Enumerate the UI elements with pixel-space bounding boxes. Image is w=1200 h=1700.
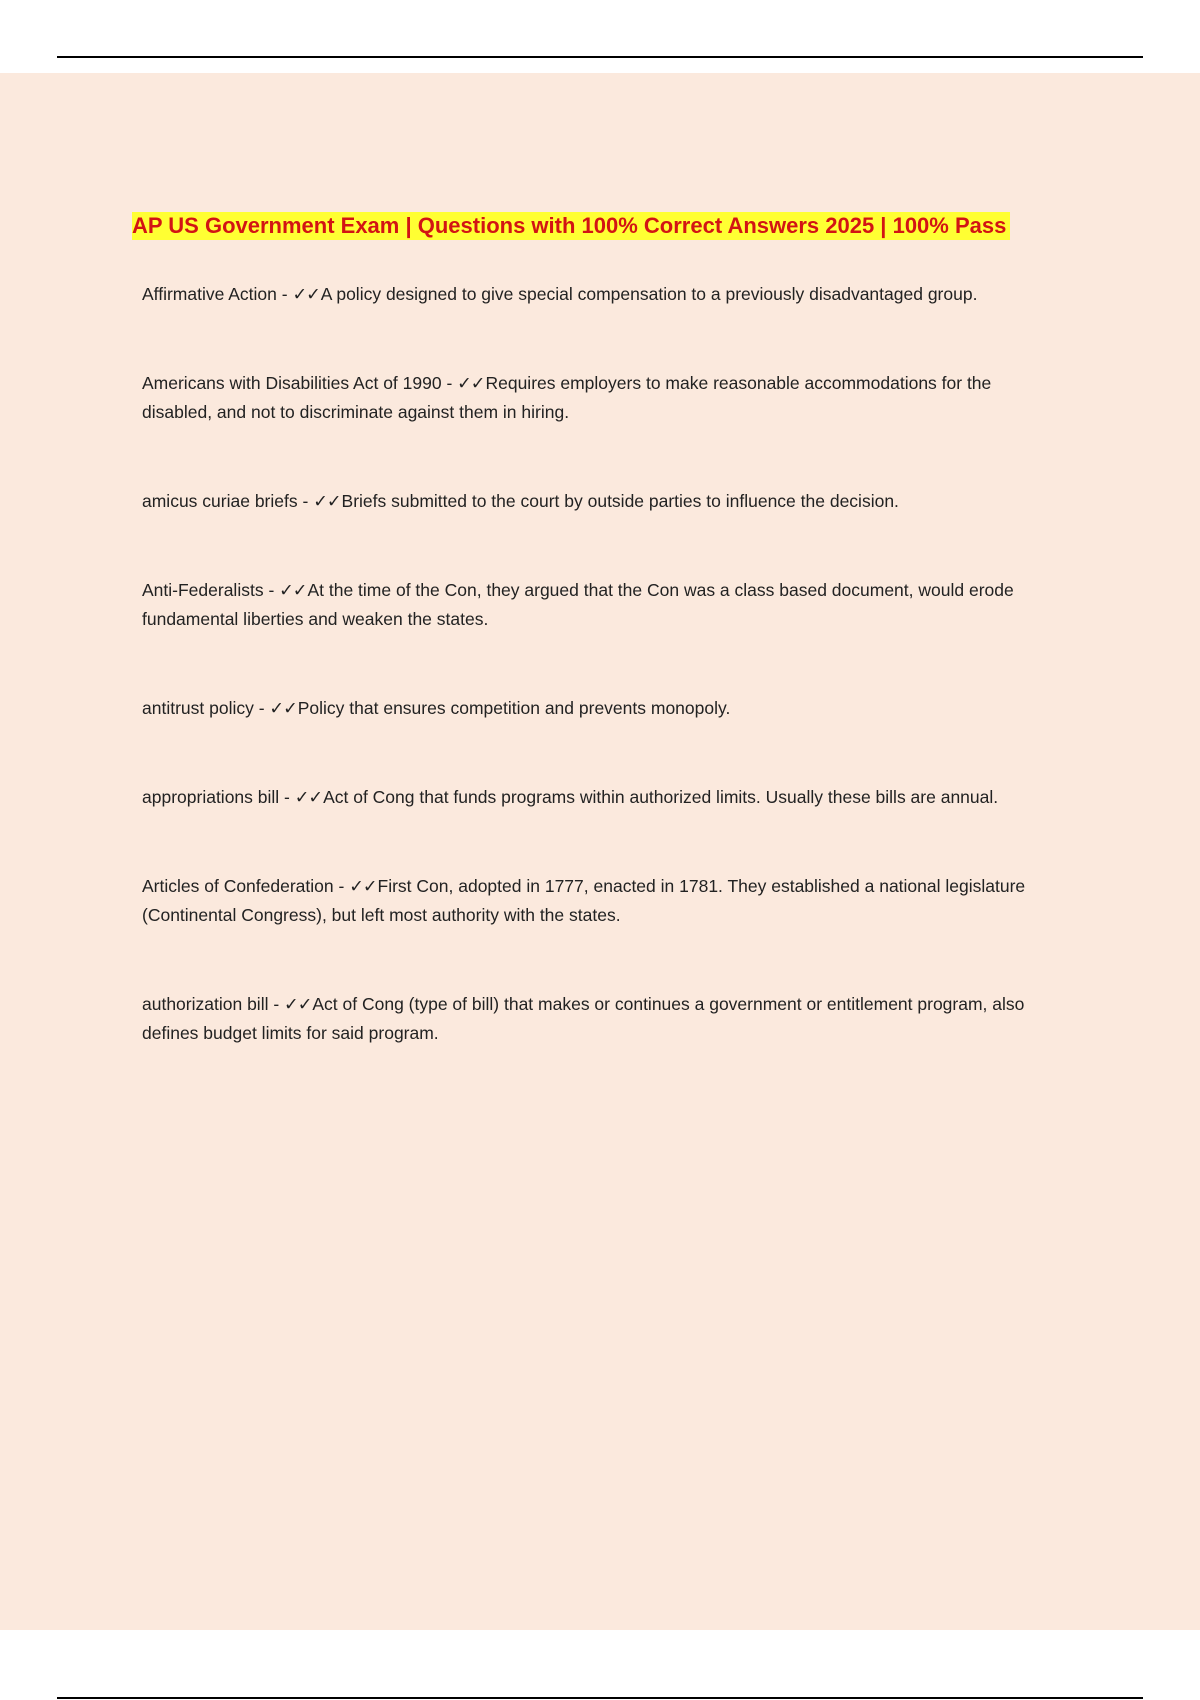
check-mark-icon: ✓✓ xyxy=(284,994,312,1014)
term-definition: Act of Cong (type of bill) that makes or continues a government or entitlement program, also defines budget limits for said program. xyxy=(142,994,1025,1043)
term-definition: Requires employers to make reasonable accommodations for the disabled, and not to discriminate against them in hiring. xyxy=(142,373,992,422)
check-mark-icon: ✓✓ xyxy=(292,284,320,304)
term-list xyxy=(132,280,1062,1048)
term-entry xyxy=(142,872,1062,930)
document-content xyxy=(132,209,1062,1048)
term-separator: - xyxy=(263,580,280,600)
check-mark-icon: ✓✓ xyxy=(269,698,297,718)
bottom-rule xyxy=(57,1697,1143,1699)
term-entry xyxy=(142,280,1062,309)
term-separator: - xyxy=(441,373,458,393)
term-entry xyxy=(142,783,1062,812)
term-separator: - xyxy=(333,876,350,896)
term-separator: - xyxy=(268,994,285,1014)
check-mark-icon: ✓✓ xyxy=(349,876,377,896)
term-entry xyxy=(142,694,1062,723)
term-name: antitrust policy xyxy=(142,698,254,718)
term-definition: At the time of the Con, they argued that the Con was a class based document, would erode fundamental liberties and weaken the states. xyxy=(142,580,1014,629)
term-name: Articles of Confederation xyxy=(142,876,334,896)
term-name: Americans with Disabilities Act of 1990 xyxy=(142,373,442,393)
top-rule xyxy=(57,56,1143,58)
term-name: amicus curiae briefs xyxy=(142,491,298,511)
term-name: Affirmative Action xyxy=(142,284,277,304)
term-entry xyxy=(142,576,1062,634)
term-definition: First Con, adopted in 1777, enacted in 1781. They established a national legislature (Continental Congress), but left most authority with the states. xyxy=(142,876,1026,925)
term-entry xyxy=(142,369,1062,427)
term-definition: Act of Cong that funds programs within authorized limits. Usually these bills are annual. xyxy=(323,787,999,807)
term-definition: Policy that ensures competition and prevents monopoly. xyxy=(297,698,731,718)
term-definition: Briefs submitted to the court by outside parties to influence the decision. xyxy=(341,491,899,511)
document-title-text: AP US Government Exam | Questions with 100% Correct Answers 2025 | 100% Pass xyxy=(132,212,1010,240)
term-name: appropriations bill xyxy=(142,787,280,807)
term-definition: A policy designed to give special compensation to a previously disadvantaged group. xyxy=(320,284,978,304)
term-separator: - xyxy=(279,787,295,807)
check-mark-icon: ✓✓ xyxy=(457,373,485,393)
term-separator: - xyxy=(253,698,270,718)
term-separator: - xyxy=(297,491,314,511)
term-entry xyxy=(142,990,1062,1048)
term-entry xyxy=(142,487,1062,516)
term-name: authorization bill xyxy=(142,994,269,1014)
term-name: Anti-Federalists xyxy=(142,580,264,600)
check-mark-icon: ✓✓ xyxy=(279,580,307,600)
check-mark-icon: ✓✓ xyxy=(313,491,341,511)
check-mark-icon: ✓✓ xyxy=(294,787,323,807)
term-separator: - xyxy=(276,284,293,304)
document-title xyxy=(132,209,1062,242)
